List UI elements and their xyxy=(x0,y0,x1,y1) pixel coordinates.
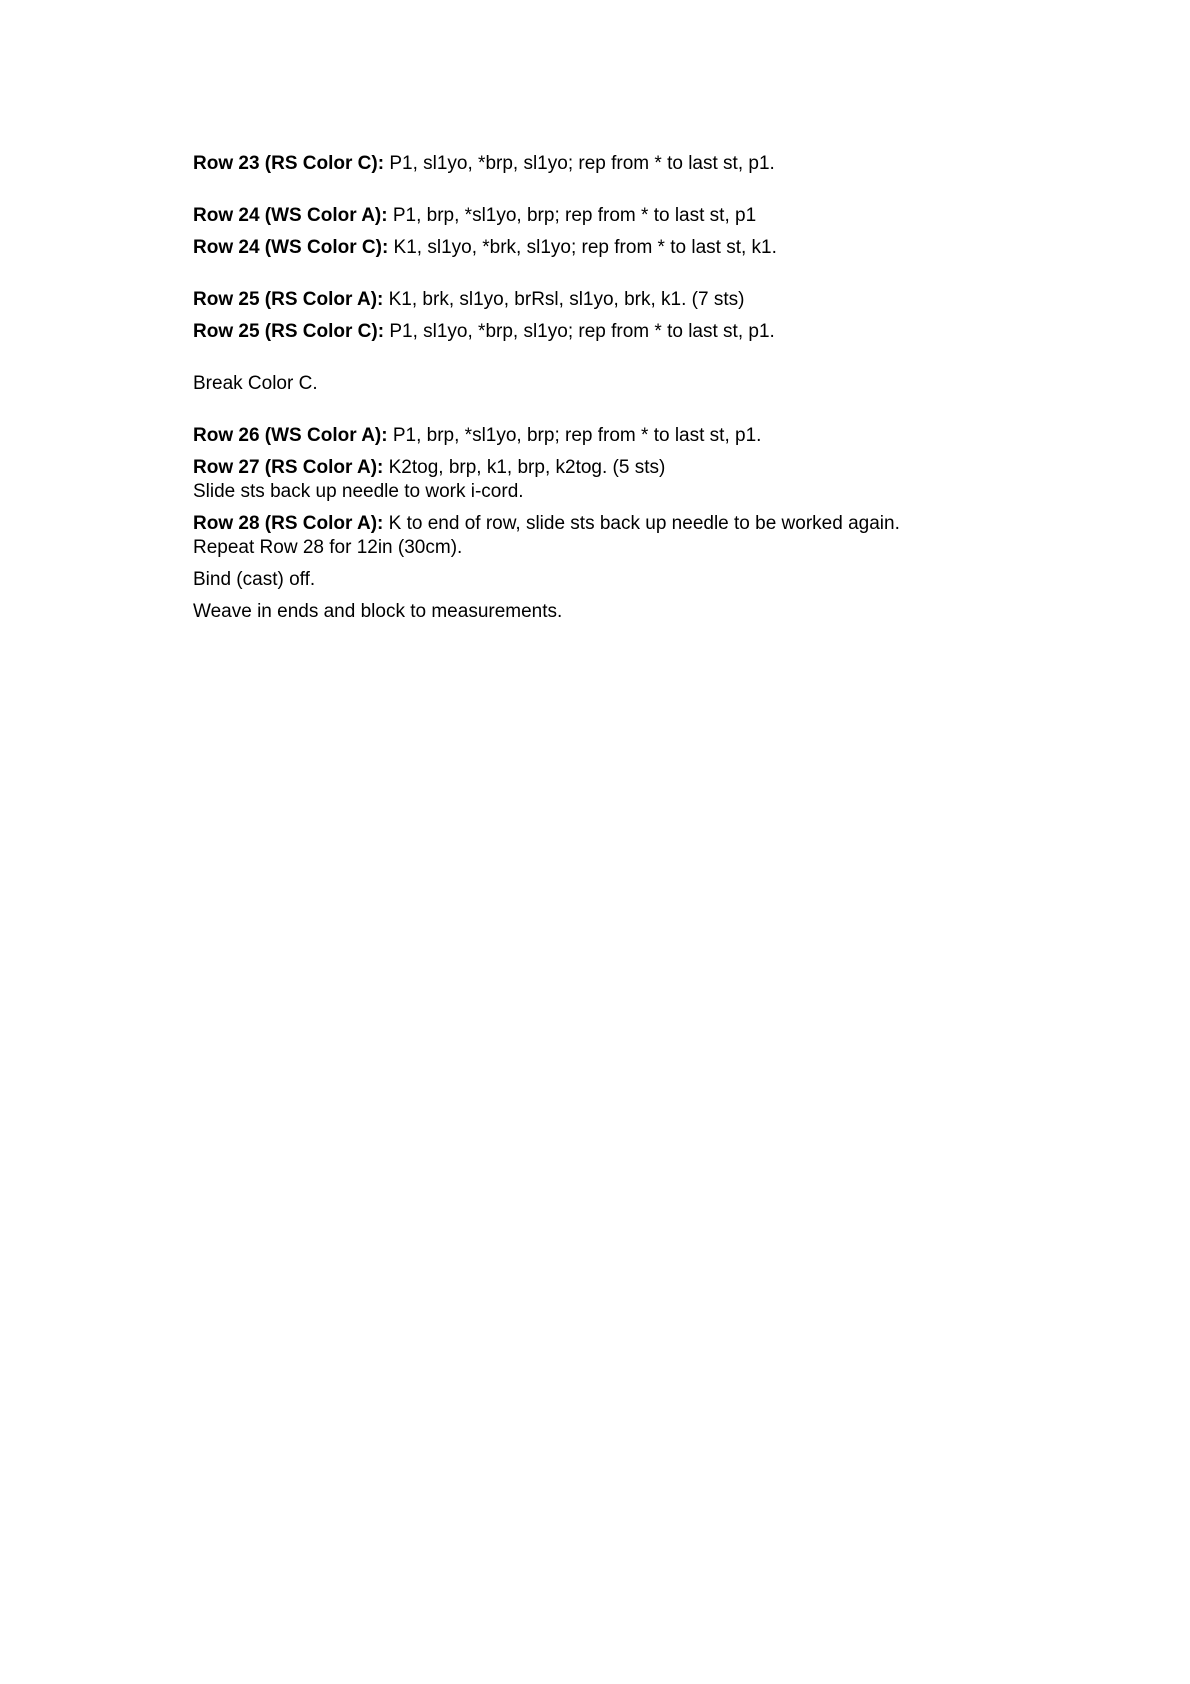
row-label: Row 27 (RS Color A): xyxy=(193,457,384,478)
note-text: Repeat Row 28 for 12in (30cm). xyxy=(193,537,463,558)
pattern-instructions xyxy=(193,152,1093,624)
row-label: Row 25 (RS Color A): xyxy=(193,289,384,310)
row-label: Row 28 (RS Color A): xyxy=(193,513,384,534)
row-24-color-a xyxy=(193,204,1093,228)
row-text: P1, brp, *sl1yo, brp; rep from * to last st, p1 xyxy=(387,205,757,226)
row-24-color-c xyxy=(193,236,1093,260)
break-color-c-note xyxy=(193,372,1093,396)
row-text: P1, sl1yo, *brp, sl1yo; rep from * to last st, p1. xyxy=(384,153,775,174)
finishing-note xyxy=(193,600,1093,624)
row-label: Row 23 (RS Color C): xyxy=(193,153,385,174)
row-label: Row 24 (WS Color A): xyxy=(193,205,388,226)
row-text: P1, brp, *sl1yo, brp; rep from * to last st, p1. xyxy=(387,425,762,446)
row-text: K1, brk, sl1yo, brRsl, sl1yo, brk, k1. (7 sts) xyxy=(383,289,745,310)
note-text: Bind (cast) off. xyxy=(193,569,316,590)
bind-off-note xyxy=(193,568,1093,592)
row-text: K2tog, brp, k1, brp, k2tog. (5 sts) xyxy=(383,457,666,478)
row-label: Row 25 (RS Color C): xyxy=(193,321,385,342)
note-text: Slide sts back up needle to work i-cord. xyxy=(193,481,524,502)
row-23-color-c xyxy=(193,152,1093,176)
row-25-color-c xyxy=(193,320,1093,344)
row-26-color-a xyxy=(193,424,1093,448)
note-text: Break Color C. xyxy=(193,373,318,394)
row-27-color-a xyxy=(193,456,1093,480)
row-28-color-a xyxy=(193,512,1093,536)
row-text: K to end of row, slide sts back up needle to be worked again. xyxy=(383,513,900,534)
row-label: Row 24 (WS Color C): xyxy=(193,237,389,258)
icord-note xyxy=(193,480,1093,504)
row-text: K1, sl1yo, *brk, sl1yo; rep from * to last st, k1. xyxy=(388,237,777,258)
row-25-color-a xyxy=(193,288,1093,312)
row-label: Row 26 (WS Color A): xyxy=(193,425,388,446)
note-text: Weave in ends and block to measurements. xyxy=(193,601,563,622)
repeat-row-28-note xyxy=(193,536,1093,560)
row-text: P1, sl1yo, *brp, sl1yo; rep from * to last st, p1. xyxy=(384,321,775,342)
